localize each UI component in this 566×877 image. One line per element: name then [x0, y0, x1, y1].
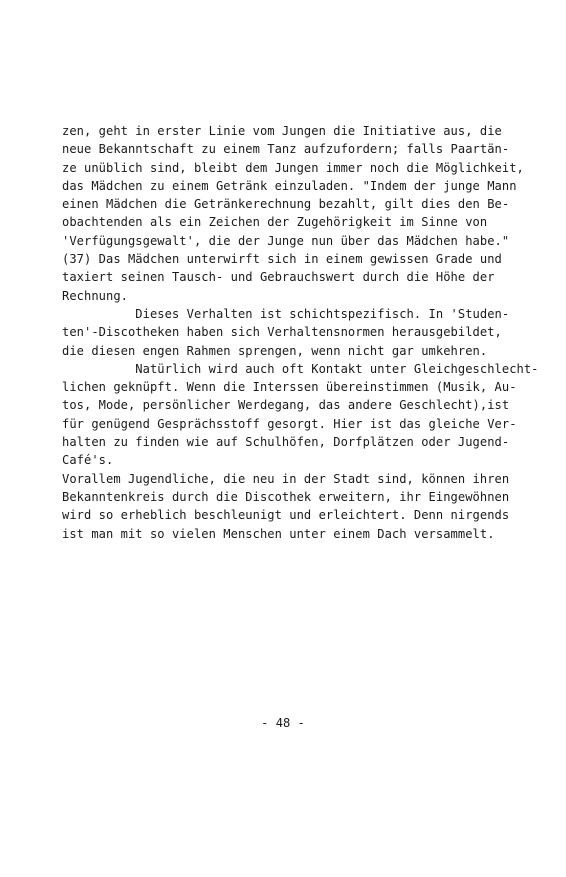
text-line: für genügend Gesprächsstoff gesorgt. Hier ist das gleiche Ver-	[62, 416, 517, 431]
text-line: neue Bekanntschaft zu einem Tanz aufzufordern; falls Paartän-	[62, 142, 510, 157]
text-line: obachtenden als ein Zeichen der Zugehörigkeit im Sinne von	[62, 215, 488, 230]
text-line: Bekanntenkreis durch die Discothek erweitern, ihr Eingewöhnen	[62, 489, 510, 504]
text-line: 'Verfügungsgewalt', die der Junge nun über das Mädchen habe."	[62, 233, 510, 248]
text-line: taxiert seinen Tausch- und Gebrauchswert durch die Höhe der	[62, 270, 495, 285]
text-line: wird so erheblich beschleunigt und erleichtert. Denn nirgends	[62, 508, 510, 523]
text-line: einen Mädchen die Getränkerechnung bezahlt, gilt dies den Be-	[62, 197, 510, 212]
text-line: Dieses Verhalten ist schichtspezifisch. In 'Studen-	[62, 306, 510, 321]
body-text	[62, 122, 542, 543]
text-line: Natürlich wird auch oft Kontakt unter Gleichgeschlecht-	[62, 361, 539, 376]
text-line: Rechnung.	[62, 288, 128, 303]
text-line: die diesen engen Rahmen sprengen, wenn nicht gar umkehren.	[62, 343, 488, 358]
text-line: zen, geht in erster Linie vom Jungen die Initiative aus, die	[62, 124, 502, 138]
page-number: - 48 -	[261, 716, 305, 730]
text-line: Vorallem Jugendliche, die neu in der Stadt sind, können ihren	[62, 471, 510, 486]
text-line: lichen geknüpft. Wenn die Interssen übereinstimmen (Musik, Au-	[62, 380, 517, 395]
text-line: Café's.	[62, 453, 114, 468]
text-line: halten zu finden wie auf Schulhöfen, Dorfplätzen oder Jugend-	[62, 435, 510, 450]
text-line: ze unüblich sind, bleibt dem Jungen immer noch die Möglichkeit,	[62, 160, 524, 175]
text-line: ist man mit so vielen Menschen unter einem Dach versammelt.	[62, 526, 495, 541]
text-line: tos, Mode, persönlicher Werdegang, das andere Geschlecht),ist	[62, 398, 510, 413]
text-line: das Mädchen zu einem Getränk einzuladen. "Indem der junge Mann	[62, 178, 517, 193]
text-line: (37) Das Mädchen unterwirft sich in einem gewissen Grade und	[62, 252, 502, 267]
text-line: ten'-Discotheken haben sich Verhaltensnormen herausgebildet,	[62, 325, 502, 340]
